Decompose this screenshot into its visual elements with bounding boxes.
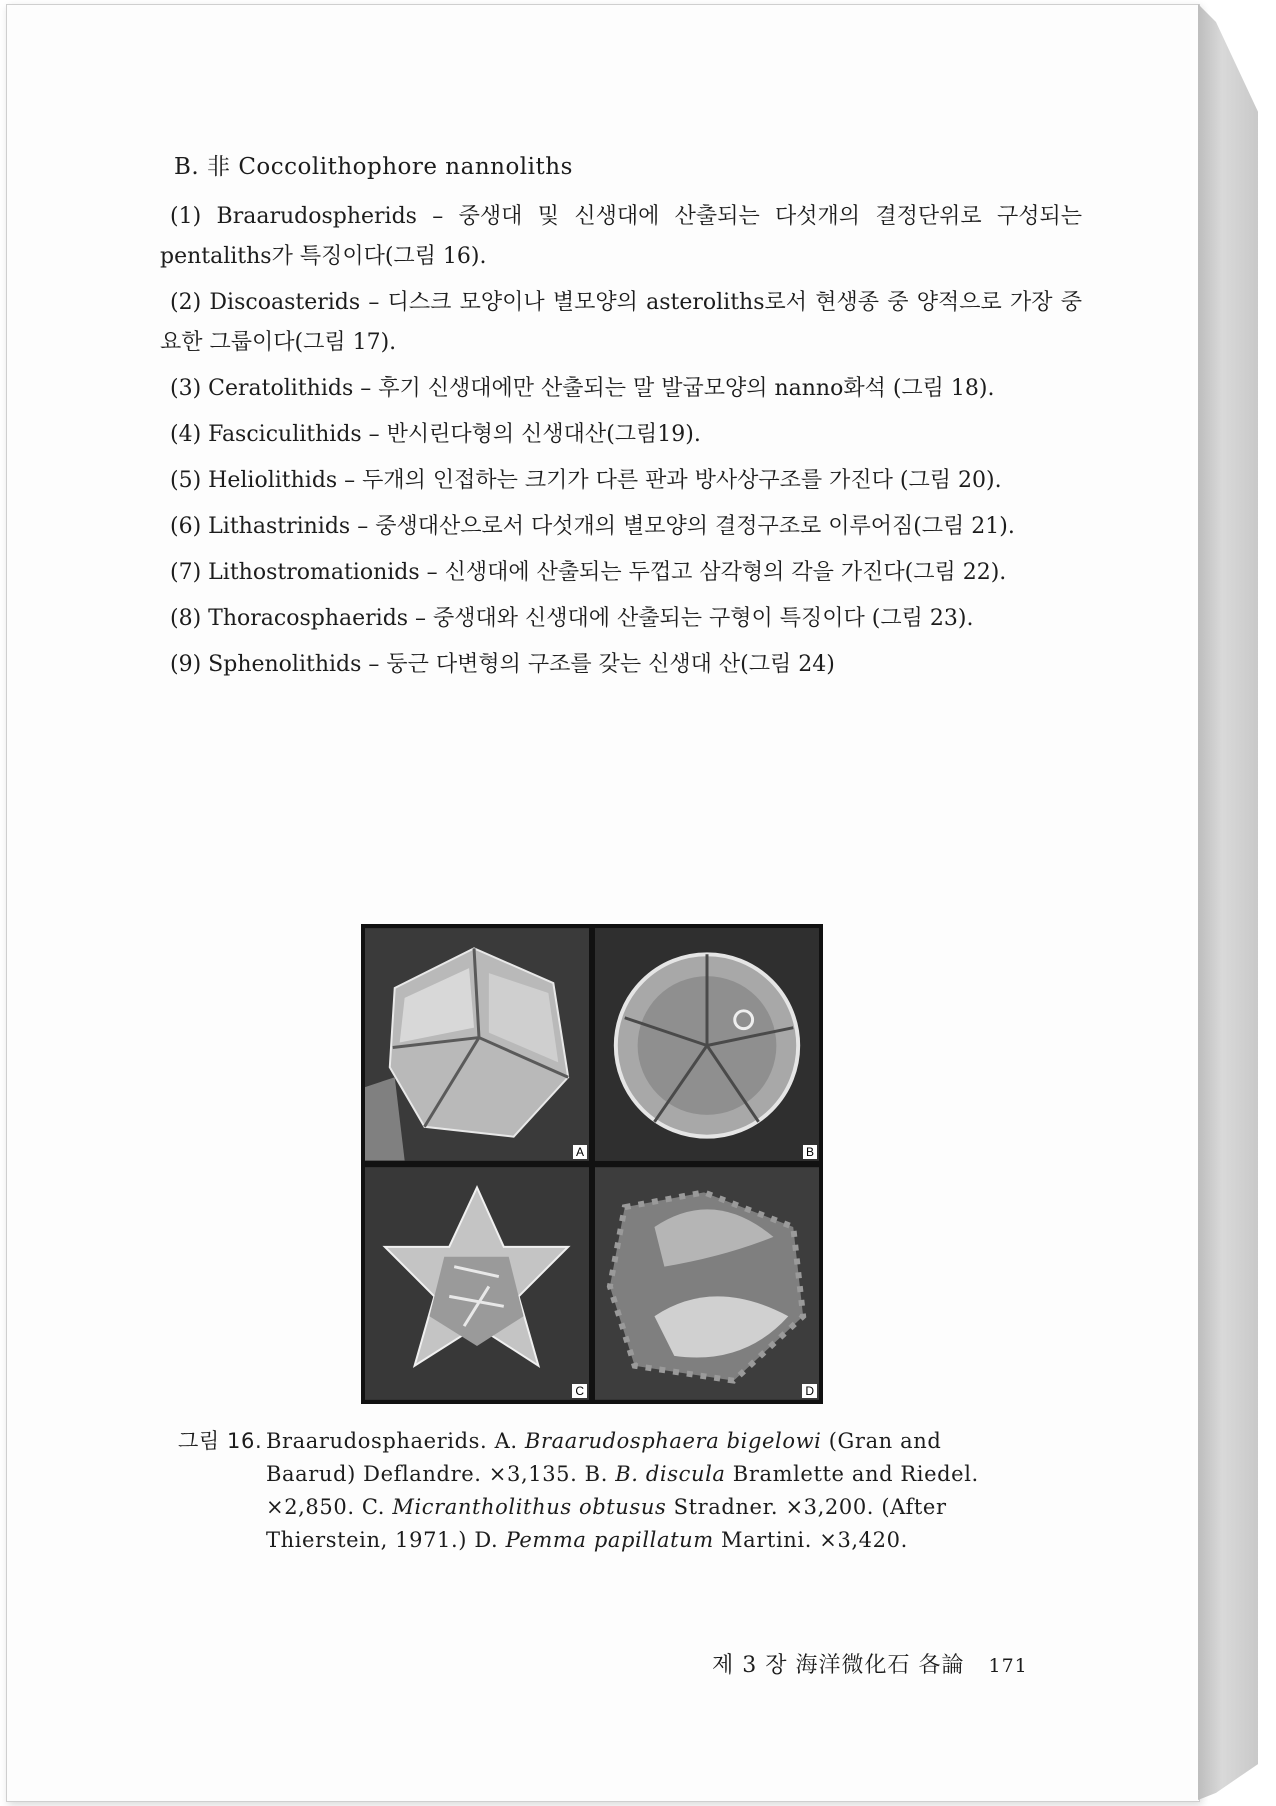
figure-panel-a bbox=[365, 928, 589, 1161]
caption-part: Braarudosphaerids. A. bbox=[266, 1429, 525, 1453]
item-number: (2) bbox=[170, 290, 202, 315]
caption-part: Martini. ×3,420. bbox=[713, 1528, 908, 1552]
list-item bbox=[160, 197, 1082, 277]
item-number: (8) bbox=[170, 606, 202, 631]
sem-figure bbox=[361, 924, 823, 1404]
item-text: Ceratolithids – 후기 신생대에만 산출되는 말 발굽모양의 nanno화석 (그림 18). bbox=[208, 376, 995, 401]
item-text: Heliolithids – 두개의 인접하는 크기가 다른 판과 방사상구조를 가진다 (그림 20). bbox=[208, 468, 1002, 493]
page-number: 171 bbox=[988, 1655, 1028, 1677]
species-name: B. discula bbox=[615, 1462, 726, 1486]
species-name: Braarudosphaera bigelowi bbox=[524, 1429, 822, 1453]
figure-number: 그림 16. bbox=[178, 1429, 263, 1453]
item-text: Discoasterids – 디스크 모양이나 별모양의 asteroliths로서 현생종 중 양적으로 가장 중요한 그룹이다(그림 17). bbox=[160, 290, 1082, 355]
list-item bbox=[160, 283, 1082, 363]
micrograph-star-image bbox=[365, 1167, 589, 1400]
micrograph-disc-image bbox=[595, 928, 819, 1161]
species-name: Pemma papillatum bbox=[505, 1528, 714, 1552]
list-item bbox=[160, 599, 1082, 639]
item-number: (3) bbox=[170, 376, 202, 401]
page-edge-shadow bbox=[1198, 4, 1258, 1800]
panel-label: A bbox=[573, 1145, 587, 1159]
item-number: (5) bbox=[170, 468, 202, 493]
running-footer bbox=[712, 1648, 1028, 1679]
caption-text bbox=[178, 1425, 1028, 1557]
item-number: (1) bbox=[170, 204, 202, 229]
item-text: Thoracosphaerids – 중생대와 신생대에 산출되는 구형이 특징이다 (그림 23). bbox=[208, 606, 974, 631]
item-number: (7) bbox=[170, 560, 202, 585]
list-item bbox=[160, 369, 1082, 409]
item-number: (6) bbox=[170, 514, 202, 539]
item-text: Braarudospherids – 중생대 및 신생대에 산출되는 다섯개의 결정단위로 구성되는 pentaliths가 특징이다(그림 16). bbox=[160, 204, 1083, 269]
caption-part: Stradner. ×3,200. (After Thierstein, 1971.) D. bbox=[266, 1495, 947, 1552]
panel-label: B bbox=[803, 1145, 817, 1159]
item-number: (4) bbox=[170, 422, 202, 447]
figure-panel-c bbox=[365, 1167, 589, 1400]
micrograph-pentalith-image bbox=[365, 928, 589, 1161]
species-name: Micrantholithus obtusus bbox=[392, 1495, 667, 1519]
caption-part: Bramlette and Riedel. ×2,850. C. bbox=[266, 1462, 979, 1519]
list-item bbox=[160, 507, 1082, 547]
item-text: Sphenolithids – 둥근 다변형의 구조를 갖는 신생대 산(그림 24) bbox=[208, 652, 835, 677]
chapter-title: 제 3 장 海洋微化石 各論 bbox=[712, 1653, 965, 1678]
figure-caption bbox=[178, 1425, 1028, 1557]
list-item bbox=[160, 415, 1082, 455]
list-item bbox=[160, 645, 1082, 685]
figure-panel-d bbox=[595, 1167, 819, 1400]
section-heading: B. 非 Coccolithophore nannoliths bbox=[174, 154, 573, 180]
item-text: Lithastrinids – 중생대산으로서 다섯개의 별모양의 결정구조로 이루어짐(그림 21). bbox=[208, 514, 1015, 539]
list-item bbox=[160, 553, 1082, 593]
micrograph-sphere-image bbox=[595, 1167, 819, 1400]
caption-part: (Gran and Baarud) Deflandre. ×3,135. B. bbox=[266, 1429, 942, 1486]
figure-panel-b bbox=[595, 928, 819, 1161]
panel-label: C bbox=[572, 1384, 587, 1398]
item-text: Lithostromationids – 신생대에 산출되는 두껍고 삼각형의 각을 가진다(그림 22). bbox=[208, 560, 1007, 585]
main-text bbox=[160, 148, 1082, 691]
item-text: Fasciculithids – 반시린다형의 신생대산(그림19). bbox=[208, 422, 701, 447]
list-item bbox=[160, 461, 1082, 501]
panel-label: D bbox=[802, 1384, 817, 1398]
item-number: (9) bbox=[170, 652, 202, 677]
